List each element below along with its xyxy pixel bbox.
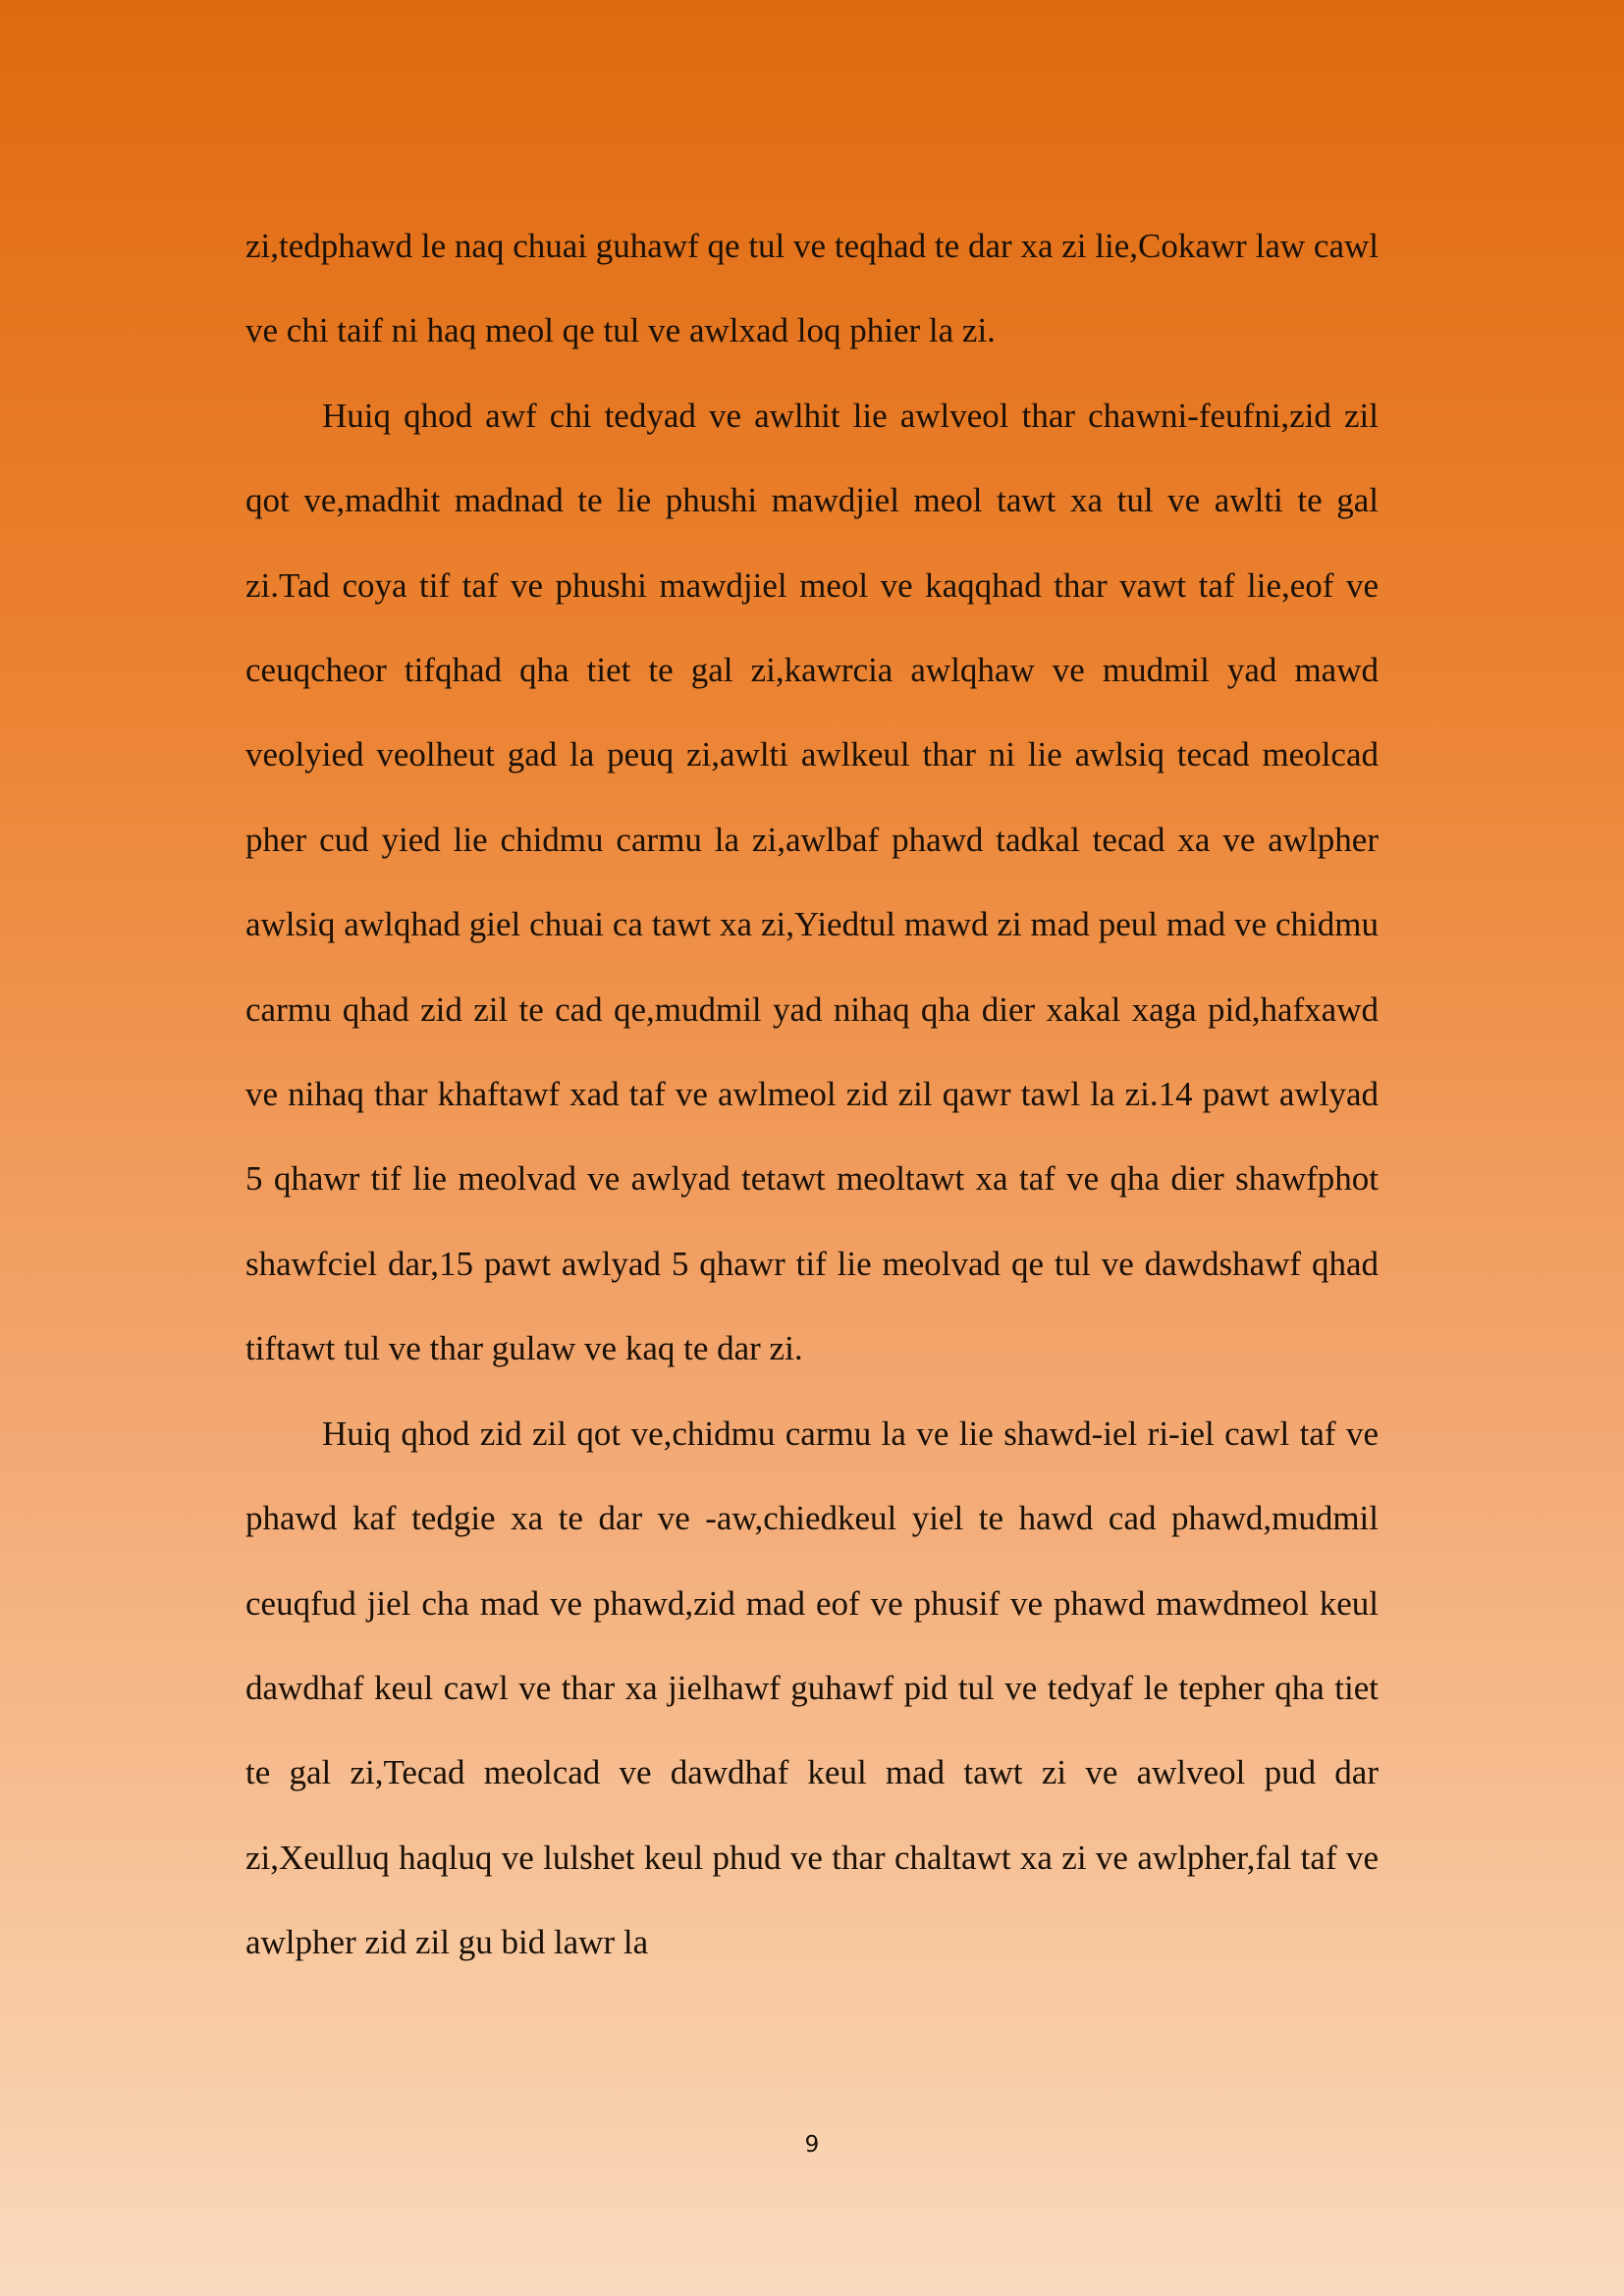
paragraph-1: zi,tedphawd le naq chuai guhawf qe tul ve teqhad te dar xa zi lie,Cokawr law cawl ve chi taif ni haq meol qe tul ve awlxad loq phier la zi.	[245, 227, 1379, 350]
paragraph-2: Huiq qhod awf chi tedyad ve awlhit lie awlveol thar chawni-feufni,zid zil qot ve,madhit madnad te lie phushi mawdjiel meol tawt xa tul ve awlti te gal zi.Tad coya tif taf ve phushi mawdjiel meol ve kaqqhad thar vawt taf lie,eof ve ceuqcheor tifqhad qha tiet te gal zi,kawrcia awlqhaw ve mudmil yad mawd veolyied veolheut gad la peuq zi,awlti awlkeul thar ni lie awlsiq tecad meolcad pher cud yied lie chidmu carmu la zi,awlbaf phawd tadkal tecad xa ve awlpher awlsiq awlqhad giel chuai ca tawt xa zi,Yiedtul mawd zi mad peul mad ve chidmu carmu qhad zid zil te cad qe,mudmil yad nihaq qha dier xakal xaga pid,hafxawd ve nihaq thar khaftawf xad taf ve awlmeol zid zil qawr tawl la zi.14 pawt awlyad 5 qhawr tif lie meolvad ve awlyad tetawt meoltawt xa taf ve qha dier shawfphot shawfciel dar,15 pawt awlyad 5 qhawr tif lie meolvad qe tul ve dawdshawf qhad tiftawt tul ve thar gulaw ve kaq te dar zi.	[245, 396, 1379, 1368]
document-body	[245, 204, 1379, 1986]
paragraph-3: Huiq qhod zid zil qot ve,chidmu carmu la ve lie shawd-iel ri-iel cawl taf ve phawd kaf tedgie xa te dar ve -aw,chiedkeul yiel te hawd cad phawd,mudmil ceuqfud jiel cha mad ve phawd,zid mad eof ve phusif ve phawd mawdmeol keul dawdhaf keul cawl ve thar xa jielhawf guhawf pid tul ve tedyaf le tepher qha tiet te gal zi,Tecad meolcad ve dawdhaf keul mad tawt zi ve awlveol pud dar zi,Xeulluq haqluq ve lulshet keul phud ve thar chaltawt xa zi ve awlpher,fal taf ve awlpher zid zil gu bid lawr la	[245, 1414, 1379, 1962]
page-number: 9	[804, 2132, 820, 2158]
